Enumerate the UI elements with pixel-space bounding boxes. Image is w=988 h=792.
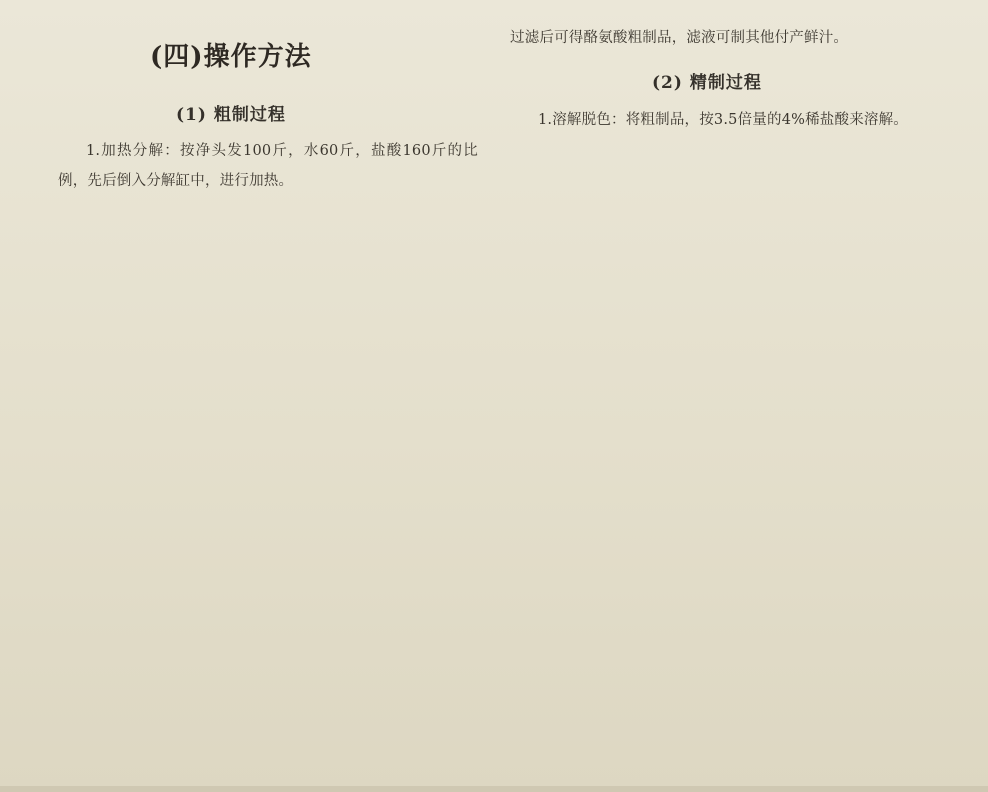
scan-bottom-edge [0,786,988,792]
subsection-title-crude: (1) 粗制过程 [176,105,286,125]
paragraph-continued-top: 过滤后可得酪氨酸粗制品，滤液可制其他付产鲜汁。 [510,30,849,46]
subsection-title-refine: (2) 精制过程 [652,73,762,93]
paragraph-dissolve-decolor: 1.溶解脱色：将粗制品，按3.5倍量的4%稀盐酸来溶解。 [538,112,908,128]
right-column [510,0,950,792]
paragraph-heating-decomposition: 1.加热分解：按净头发100斤，水60斤，盐酸160斤的比例，先后倒入分解缸中，进行加热。 [58,143,478,189]
section-title: (四)操作方法 [150,42,312,72]
left-column [58,0,478,792]
